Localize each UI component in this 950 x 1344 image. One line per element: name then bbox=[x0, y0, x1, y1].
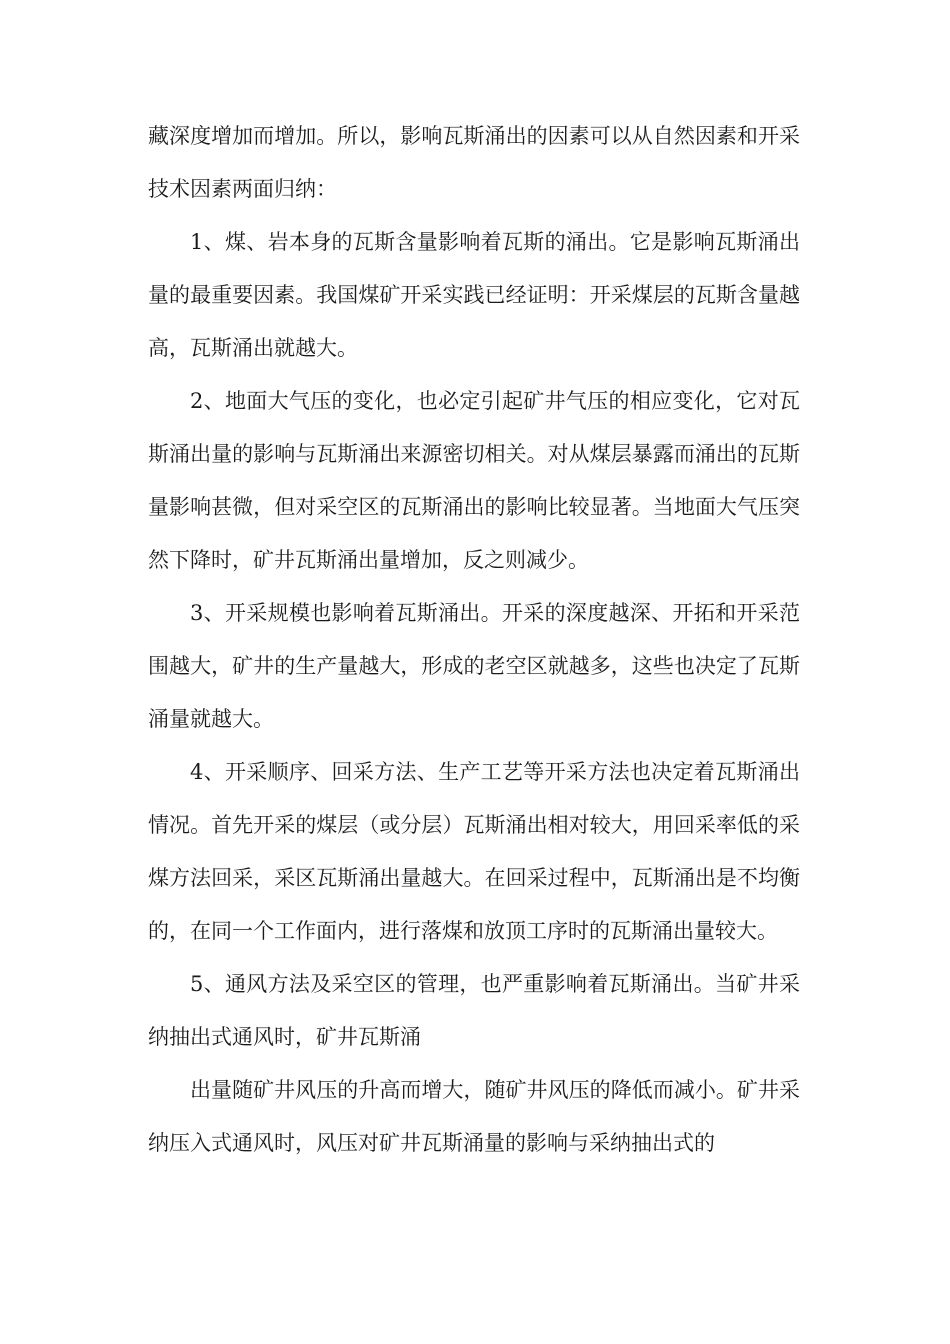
paragraph-continuation: 出量随矿井风压的升高而增大，随矿井风压的降低而减小。矿井采纳压入式通风时，风压对矿井瓦斯涌量的影响与采纳抽出式的 bbox=[148, 1078, 800, 1155]
paragraph-item-3: 3、开采规模也影响着瓦斯涌出。开采的深度越深、开拓和开采范围越大，矿井的生产量越大，形成的老空区就越多，这些也决定了瓦斯涌量就越大。 bbox=[148, 601, 800, 731]
document-body bbox=[148, 110, 800, 1170]
paragraph-item-2: 2、地面大气压的变化，也必定引起矿井气压的相应变化，它对瓦斯涌出量的影响与瓦斯涌出来源密切相关。对从煤层暴露而涌出的瓦斯量影响甚微，但对采空区的瓦斯涌出的影响比较显著。当地面大气压突然下降时，矿井瓦斯涌出量增加，反之则减少。 bbox=[148, 389, 800, 572]
paragraph-item-4: 4、开采顺序、回采方法、生产工艺等开采方法也决定着瓦斯涌出情况。首先开采的煤层（或分层）瓦斯涌出相对较大，用回采率低的采煤方法回采，采区瓦斯涌出量越大。在回采过程中，瓦斯涌出是不均衡的，在同一个工作面内，进行落煤和放顶工序时的瓦斯涌出量较大。 bbox=[148, 760, 800, 943]
paragraph-item-5: 5、通风方法及采空区的管理，也严重影响着瓦斯涌出。当矿井采纳抽出式通风时，矿井瓦斯涌 bbox=[148, 972, 800, 1049]
paragraph-intro: 藏深度增加而增加。所以，影响瓦斯涌出的因素可以从自然因素和开采技术因素两面归纳： bbox=[148, 124, 800, 201]
paragraph-item-1: 1、煤、岩本身的瓦斯含量影响着瓦斯的涌出。它是影响瓦斯涌出量的最重要因素。我国煤矿开采实践已经证明：开采煤层的瓦斯含量越高，瓦斯涌出就越大。 bbox=[148, 230, 800, 360]
